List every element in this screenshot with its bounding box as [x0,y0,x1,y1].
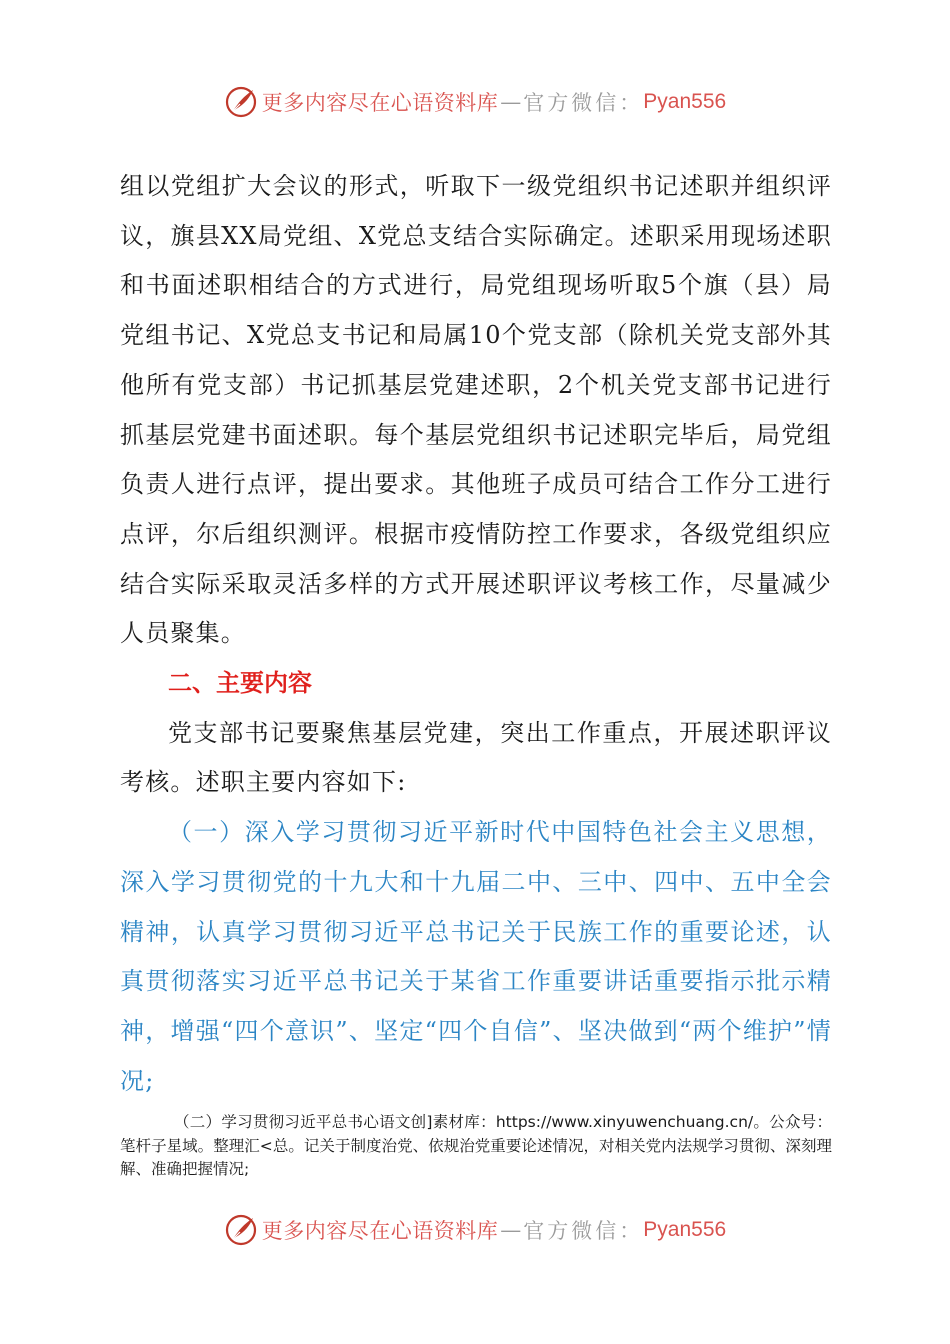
quill-pen-logo-icon [224,1213,258,1247]
banner-separator: — [500,1218,522,1242]
banner-wechat-id: Pyan556 [643,1218,727,1241]
banner-wechat-label: 官方微信： [523,1219,644,1243]
body-paragraph-2: 党支部书记要聚焦基层党建，突出工作重点，开展述职评议考核。述职主要内容如下: [120,718,832,797]
banner-separator: — [500,90,522,114]
footer-banner [0,1210,950,1250]
banner-main-text: 更多内容尽在心语资料库 [261,91,499,115]
section-heading-main-content: 二、主要内容 [168,669,312,698]
footnote-paragraph: （二）学习贯彻习近平总书心语文创]素材库：https://www.xinyuwenchuang.cn/。公众号：笔杆子星域。整理汇<总。记关于制度治党、依规治党重要论述情况，对相关党内法规学习贯彻、深刻理解、准确把握情况; [120,1113,832,1178]
banner-main-text: 更多内容尽在心语资料库 [261,1219,499,1243]
header-banner [0,82,950,122]
banner-wechat-id: Pyan556 [643,90,727,113]
body-paragraph-1: 组以党组扩大会议的形式，听取下一级党组织书记述职并组织评议，旗县XX局党组、X党总支结合实际确定。述职采用现场述职和书面述职相结合的方式进行，局党组现场听取5个旗（县）局党组书记、X党总支书记和局属10个党支部（除机关党支部外其他所有党支部）书记抓基层党建述职，2个机关党支部书记进行抓基层党建书面述职。每个基层党组织书记述职完毕后，局党组负责人进行点评，提出要求。其他班子成员可结合工作分工进行点评，尔后组织测评。根据市疫情防控工作要求，各级党组织应结合实际采取灵活多样的方式开展述职评议考核工作，尽量减少人员聚集。 [120,172,832,648]
banner-wechat-label: 官方微信： [523,91,644,115]
body-paragraph-3-highlighted: （一）深入学习贯彻习近平新时代中国特色社会主义思想，深入学习贯彻党的十九大和十九届二中、三中、四中、五中全会精神，认真学习贯彻习近平总书记关于民族工作的重要论述，认真贯彻落实习近平总书记关于某省工作重要讲话重要指示批示精神，增强“四个意识”、坚定“四个自信”、坚决做到“两个维护”情况; [120,818,832,1095]
quill-pen-logo-icon [224,85,258,119]
document-body [120,162,832,1106]
